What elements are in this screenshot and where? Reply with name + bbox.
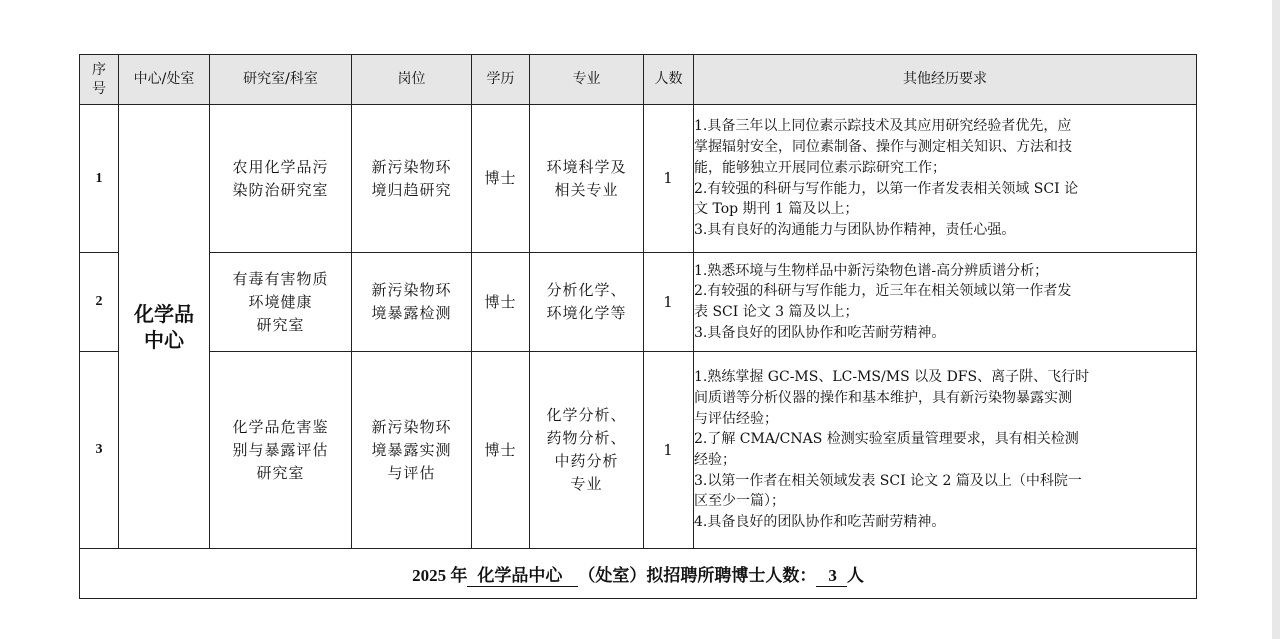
table-row [80,352,1197,549]
row-count: 1 [644,105,694,253]
row-position [352,105,472,253]
major-line: 分析化学、 [546,281,627,299]
requirement-line: 表 SCI 论文 3 篇及以上； [694,304,859,320]
requirement-line: 与评估经验； [694,410,778,427]
lab-line: 环境健康 [248,292,313,311]
scrollbar-track[interactable] [1272,0,1280,639]
position-line: 新污染物环 [371,157,452,176]
row-seq: 3 [80,352,119,549]
requirement-line: 掌握辐射安全，同位素制备、操作与测定相关知识、方法和技 [694,139,1072,156]
row-major [530,352,644,549]
row-degree: 博士 [472,105,530,253]
major-line: 化学分析、 [546,406,627,424]
requirement-line: 1.具备三年以上同位素示踪技术及其应用研究经验者优先，应 [694,118,1072,135]
requirement-line: 1.熟练掌握 GC-MS、LC-MS/MS 以及 DFS、离子阱、飞行时 [694,369,1090,386]
header-center: 中心/处室 [119,55,210,105]
lab-line: 研究室 [256,463,305,482]
footer-middle: （处室）拟招聘所聘博士人数： [578,565,817,585]
row-major [530,105,644,253]
requirement-line: 区至少一篇）； [694,493,785,510]
row-requirements [694,105,1197,253]
footer-prefix: 2025 年 [412,565,468,585]
lab-line: 染防治研究室 [232,180,329,199]
major-line: 专业 [570,475,603,493]
row-lab [210,352,352,549]
footer-center-name: 化学品中心 [467,566,578,587]
header-row [80,55,1197,105]
row-lab [210,105,352,253]
header-lab: 研究室/科室 [210,55,352,105]
requirement-line: 文 Top 期刊 1 篇及以上； [694,201,859,218]
footer-count: 3 [816,566,847,587]
header-degree: 学历 [472,55,530,105]
header-seq [80,55,119,105]
major-line: 环境科学及 [546,157,627,176]
row-requirements [694,253,1197,352]
major-line: 药物分析、 [546,429,627,447]
row-count: 1 [644,253,694,352]
header-position: 岗位 [352,55,472,105]
footer-suffix: 人 [846,565,864,585]
requirement-line: 3.以第一作者在相关领域发表 SCI 论文 2 篇及以上（中科院一 [694,472,1082,489]
requirement-line: 3.具有良好的沟通能力与团队协作精神，责任心强。 [694,221,1016,238]
lab-line: 农用化学品污 [232,157,329,176]
position-line: 新污染物环 [371,281,452,299]
requirement-line: 间质谱等分析仪器的操作和基本维护，具有新污染物暴露实测 [694,389,1072,406]
center-name-line2: 中心 [144,327,184,352]
requirement-line: 4.具备良好的团队协作和吃苦耐劳精神。 [694,514,946,531]
header-seq-line1: 序 [92,61,106,78]
row-requirements [694,352,1197,549]
row-lab [210,253,352,352]
table-row [80,253,1197,352]
requirement-line: 2.有较强的科研与写作能力，近三年在相关领域以第一作者发 [694,283,1072,300]
table-row [80,105,1197,253]
center-name-cell [119,105,210,549]
row-seq: 1 [80,105,119,253]
row-degree: 博士 [472,253,530,352]
row-major [530,253,644,352]
major-line: 环境化学等 [546,304,627,322]
header-major: 专业 [530,55,644,105]
position-line: 境暴露实测 [371,440,452,459]
requirement-line: 能，能够独立开展同位素示踪研究工作； [694,159,946,176]
row-position [352,253,472,352]
header-count: 人数 [644,55,694,105]
header-requirements: 其他经历要求 [694,55,1197,105]
lab-line: 有毒有害物质 [232,269,329,288]
requirement-line: 经验； [694,452,736,468]
lab-line: 化学品危害鉴 [232,417,329,436]
position-line: 新污染物环 [371,417,452,436]
position-line: 与评估 [387,463,436,482]
row-position [352,352,472,549]
center-name-line1: 化学品 [134,301,194,326]
row-degree: 博士 [472,352,530,549]
footer-row [80,549,1197,599]
requirement-line: 2.了解 CMA/CNAS 检测实验室质量管理要求，具有相关检测 [694,431,1079,448]
lab-line: 别与暴露评估 [232,440,329,459]
footer-summary [80,549,1197,599]
row-seq: 2 [80,253,119,352]
requirement-line: 3.具备良好的团队协作和吃苦耐劳精神。 [694,324,946,341]
recruitment-table [79,54,1197,599]
lab-line: 研究室 [256,315,305,334]
requirement-line: 2.有较强的科研与写作能力，以第一作者发表相关领域 SCI 论 [694,180,1079,197]
position-line: 境归趋研究 [371,180,452,199]
major-line: 中药分析 [554,452,619,470]
header-seq-line2: 号 [92,80,106,97]
row-count: 1 [644,352,694,549]
requirement-line: 1.熟悉环境与生物样品中新污染物色谱-高分辨质谱分析； [694,262,1049,279]
major-line: 相关专业 [554,180,619,199]
position-line: 境暴露检测 [371,304,452,322]
